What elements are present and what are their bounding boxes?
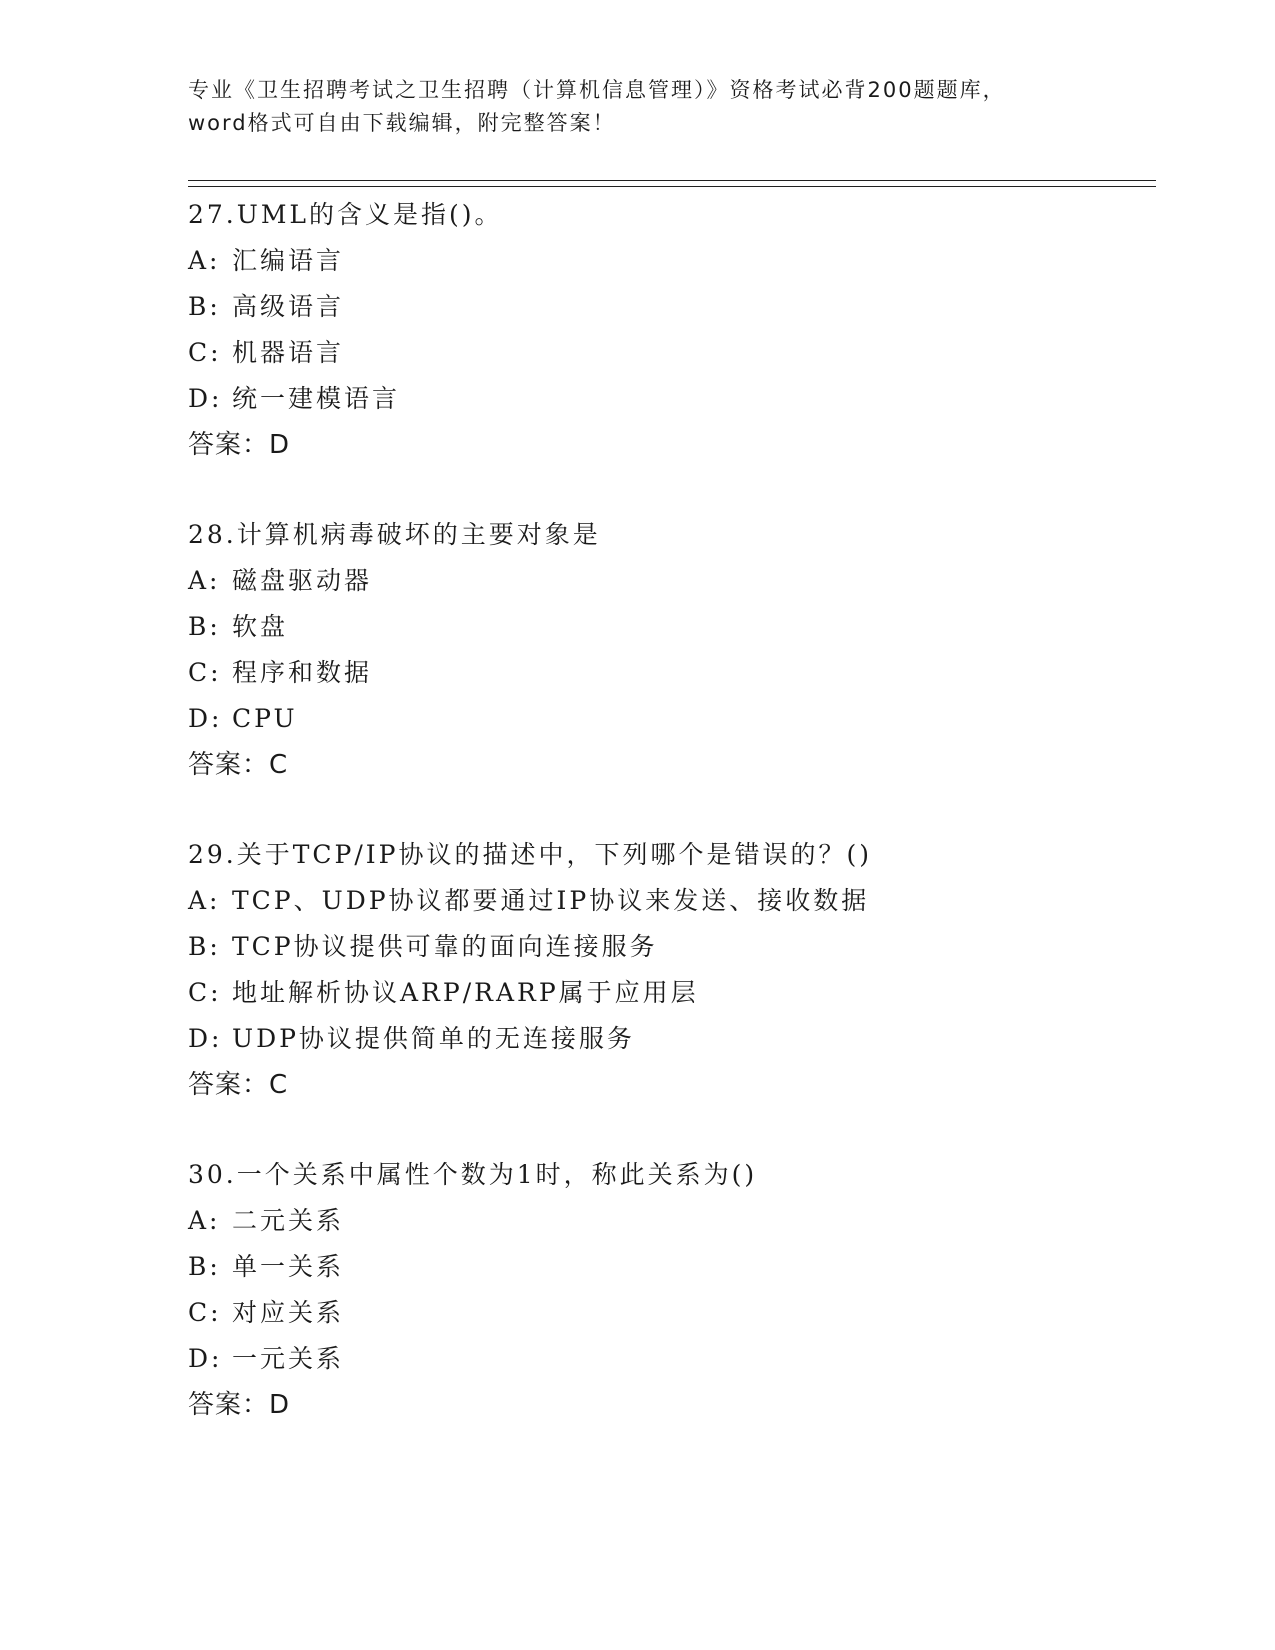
question-list	[188, 192, 1148, 1472]
option-text: 高级语言	[232, 292, 345, 321]
option-text: 统一建模语言	[232, 384, 401, 413]
option-text: 机器语言	[232, 338, 345, 367]
question-27	[188, 192, 1148, 512]
option-text: 软盘	[232, 612, 289, 641]
header-divider-bottom	[188, 186, 1156, 187]
option-label: C:	[188, 658, 222, 687]
header-divider-top	[188, 180, 1156, 181]
option-text: 磁盘驱动器	[232, 566, 373, 595]
option-a	[188, 1198, 1148, 1244]
option-c	[188, 1290, 1148, 1336]
question-stem: 29.关于TCP/IP协议的描述中，下列哪个是错误的？()	[188, 840, 873, 869]
answer-line: 答案：D	[188, 1390, 291, 1420]
question-stem: 28.计算机病毒破坏的主要对象是	[188, 520, 601, 549]
option-label: A:	[188, 886, 221, 915]
option-b	[188, 604, 1148, 650]
question-stem: 30.一个关系中属性个数为1时，称此关系为()	[188, 1160, 758, 1189]
option-label: B:	[188, 932, 221, 961]
option-label: D:	[188, 384, 223, 413]
option-a	[188, 238, 1148, 284]
option-a	[188, 878, 1148, 924]
option-label: D:	[188, 1344, 223, 1373]
option-a	[188, 558, 1148, 604]
option-label: C:	[188, 338, 222, 367]
option-b	[188, 1244, 1148, 1290]
question-30	[188, 1152, 1148, 1472]
option-label: B:	[188, 612, 221, 641]
header-line-2: word格式可自由下载编辑，附完整答案！	[188, 111, 616, 135]
option-label: B:	[188, 1252, 221, 1281]
document-header	[188, 74, 1088, 140]
option-text: CPU	[232, 704, 298, 733]
option-label: D:	[188, 1024, 223, 1053]
option-d	[188, 696, 1148, 742]
option-text: 单一关系	[232, 1252, 345, 1281]
answer-line: 答案：D	[188, 430, 291, 460]
option-text: TCP、UDP协议都要通过IP协议来发送、接收数据	[232, 886, 870, 915]
option-c	[188, 330, 1148, 376]
header-line-1: 专业《卫生招聘考试之卫生招聘（计算机信息管理）》资格考试必背200题题库，	[188, 78, 1006, 102]
option-text: 汇编语言	[232, 246, 345, 275]
answer-line: 答案：C	[188, 1070, 289, 1100]
option-text: 程序和数据	[232, 658, 373, 687]
option-text: 一元关系	[232, 1344, 345, 1373]
option-label: A:	[188, 246, 221, 275]
option-text: TCP协议提供可靠的面向连接服务	[232, 932, 658, 961]
option-label: D:	[188, 704, 223, 733]
question-29	[188, 832, 1148, 1152]
option-b	[188, 924, 1148, 970]
option-label: C:	[188, 978, 222, 1007]
option-b	[188, 284, 1148, 330]
answer-line: 答案：C	[188, 750, 289, 780]
question-stem: 27.UML的含义是指()。	[188, 200, 503, 229]
option-label: B:	[188, 292, 221, 321]
option-d	[188, 376, 1148, 422]
option-d	[188, 1016, 1148, 1062]
option-text: 地址解析协议ARP/RARP属于应用层	[232, 978, 699, 1007]
option-d	[188, 1336, 1148, 1382]
option-label: C:	[188, 1298, 222, 1327]
option-text: UDP协议提供简单的无连接服务	[232, 1024, 635, 1053]
option-text: 二元关系	[232, 1206, 345, 1235]
question-28	[188, 512, 1148, 832]
option-c	[188, 650, 1148, 696]
option-label: A:	[188, 1206, 221, 1235]
option-text: 对应关系	[232, 1298, 345, 1327]
option-label: A:	[188, 566, 221, 595]
option-c	[188, 970, 1148, 1016]
